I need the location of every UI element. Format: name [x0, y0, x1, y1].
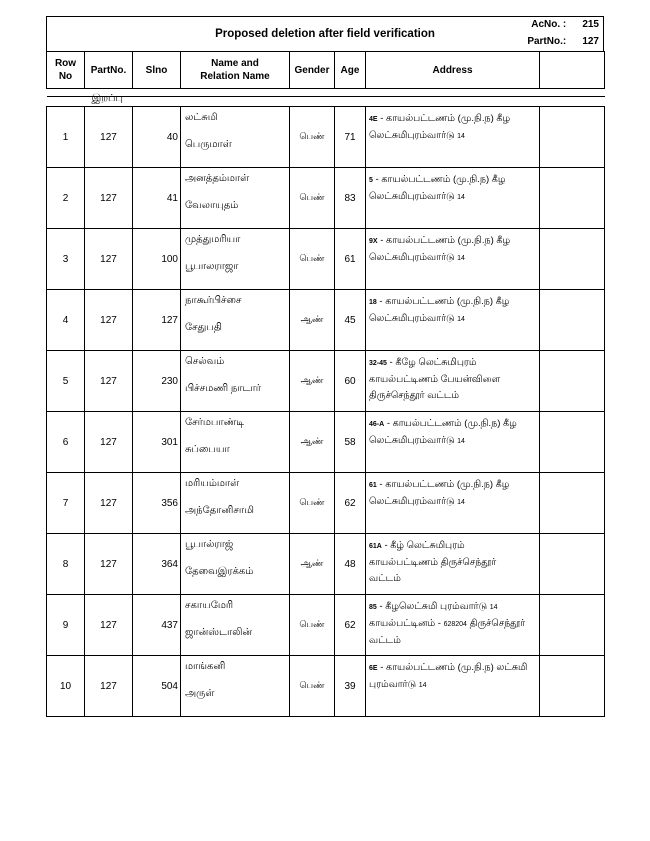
relation-name: அந்தோனிசாமி [185, 505, 254, 516]
col-partno: PartNo. [85, 52, 133, 89]
row-slno: 301 [133, 412, 181, 473]
col-age: Age [335, 52, 366, 89]
row-slno: 437 [133, 595, 181, 656]
address-line-3: வட்டம் [369, 635, 401, 646]
row-slno: 100 [133, 229, 181, 290]
row-age: 71 [335, 107, 366, 168]
row-name-cell [181, 351, 290, 412]
table-row [47, 168, 605, 229]
row-name-cell [181, 290, 290, 351]
row-age: 83 [335, 168, 366, 229]
address-line-1: காயல்பட்டணம் (மு.நி.ந) கீழ [386, 113, 511, 124]
address-code: 9X [369, 238, 378, 245]
row-number: 2 [47, 168, 85, 229]
address-text: 61A - கீழ் லெட்சுமிபுரம் காயல்பட்டிணம் திருச்செந்தூர் வட்டம் [369, 540, 497, 584]
relation-name: பெருமாள் [185, 139, 232, 150]
relation-name: அருள் [185, 688, 215, 699]
col-address: Address [366, 52, 540, 89]
row-blank [540, 534, 605, 595]
row-address [366, 351, 540, 412]
row-gender: ஆண் [290, 351, 335, 412]
sheet-header [46, 16, 604, 51]
address-line-1: காயல்பட்டணம் (மு.நி.ந) லட்சுமி [386, 662, 528, 673]
row-gender: ஆண் [290, 290, 335, 351]
row-address [366, 656, 540, 717]
row-partno: 127 [85, 412, 133, 473]
address-ward: 14 [457, 133, 465, 140]
row-slno: 41 [133, 168, 181, 229]
row-name-cell [181, 534, 290, 595]
address-line-2: காயல்பட்டிணம் பேயன்விளை [369, 374, 501, 385]
row-blank [540, 351, 605, 412]
relation-name: ஜான்ஸ்டாலின் [185, 627, 253, 638]
col-name-line2: Relation Name [200, 71, 270, 82]
row-slno: 230 [133, 351, 181, 412]
row-name-cell [181, 229, 290, 290]
address-text: 6E - காயல்பட்டணம் (மு.நி.ந) லட்சுமி புரம்வார்டு 14 [369, 662, 528, 690]
page-title: Proposed deletion after field verification [215, 28, 435, 40]
table-row [47, 473, 605, 534]
row-blank [540, 473, 605, 534]
address-ward: 14 [457, 316, 465, 323]
address-line-2: புரம்வார்டு [369, 679, 417, 690]
row-slno: 356 [133, 473, 181, 534]
row-age: 61 [335, 229, 366, 290]
row-age: 62 [335, 595, 366, 656]
relation-name: சுப்பையா [185, 444, 230, 455]
address-line-2: லெட்சுமிபுரம்வார்டு [369, 313, 455, 324]
ac-value: 215 [582, 19, 599, 30]
category-row [47, 97, 605, 107]
address-line-1: கீழே லெட்சுமிபுரம் [395, 357, 477, 368]
address-code: 46-A [369, 421, 385, 428]
address-text: 46-A - காயல்பட்டணம் (மு.நி.ந) கீழ லெட்சுமிபுரம்வார்டு 14 [369, 418, 517, 446]
row-number: 6 [47, 412, 85, 473]
relation-name: பூபாலராஜா [185, 261, 239, 272]
address-line-1: காயல்பட்டணம் (மு.நி.ந) கீழ [385, 296, 510, 307]
address-line-2: காயல்பட்டிணம் திருச்செந்தூர் [369, 557, 497, 568]
address-text: 85 - கீழலெட்சுமி புரம்வார்டு 14 காயல்பட்டினம் - 628204 திருச்செந்தூர் வட்டம் [369, 601, 526, 646]
deletion-table [46, 51, 605, 717]
row-blank [540, 290, 605, 351]
row-age: 58 [335, 412, 366, 473]
col-rowno: Row No [47, 52, 85, 89]
address-code: 18 [369, 299, 377, 306]
address-text: 4E - காயல்பட்டணம் (மு.நி.ந) கீழ லெட்சுமிபுரம்வார்டு 14 [369, 113, 511, 141]
address-line-1: காயல்பட்டணம் (மு.நி.ந) கீழ [392, 418, 517, 429]
address-code: 61A [369, 543, 382, 550]
row-partno: 127 [85, 168, 133, 229]
row-address [366, 290, 540, 351]
row-age: 60 [335, 351, 366, 412]
col-blank [540, 52, 605, 89]
row-slno: 364 [133, 534, 181, 595]
row-blank [540, 656, 605, 717]
row-name-cell [181, 656, 290, 717]
row-age: 62 [335, 473, 366, 534]
table-row [47, 229, 605, 290]
row-number: 7 [47, 473, 85, 534]
voter-name: அனத்தம்மாள் [185, 173, 250, 184]
address-line-2: காயல்பட்டினம் - [369, 618, 441, 629]
row-gender: பெண் [290, 473, 335, 534]
address-code: 32-45 [369, 360, 387, 367]
row-blank [540, 168, 605, 229]
address-code: 85 [369, 604, 377, 611]
row-address [366, 412, 540, 473]
address-text: 61 - காயல்பட்டணம் (மு.நி.ந) கீழ லெட்சுமிபுரம்வார்டு 14 [369, 479, 510, 507]
address-line-3: திருச்செந்தூர் வட்டம் [369, 390, 460, 401]
row-partno: 127 [85, 656, 133, 717]
address-ward: 14 [489, 604, 498, 611]
col-name-line1: Name and [211, 58, 259, 69]
row-slno: 504 [133, 656, 181, 717]
row-address [366, 473, 540, 534]
row-number: 5 [47, 351, 85, 412]
address-ward: 14 [457, 438, 465, 445]
address-line-3: வட்டம் [369, 573, 401, 584]
address-code: 5 [369, 177, 373, 184]
voter-name: முத்துமரியா [185, 234, 241, 245]
row-blank [540, 595, 605, 656]
row-age: 39 [335, 656, 366, 717]
voter-name: லட்சுமி [185, 112, 218, 123]
row-blank [540, 412, 605, 473]
address-ward: 14 [457, 499, 465, 506]
address-code: 6E [369, 665, 378, 672]
address-line-2: லெட்சுமிபுரம்வார்டு [369, 130, 455, 141]
address-text: 18 - காயல்பட்டணம் (மு.நி.ந) கீழ லெட்சுமிபுரம்வார்டு 14 [369, 296, 510, 324]
row-number: 3 [47, 229, 85, 290]
address-pincode: 628204 [443, 621, 467, 628]
address-line-1: கீழலெட்சுமி புரம்வார்டு [385, 601, 488, 612]
row-gender: பெண் [290, 168, 335, 229]
row-name-cell [181, 412, 290, 473]
ac-number [531, 19, 599, 30]
row-address [366, 229, 540, 290]
col-gender: Gender [290, 52, 335, 89]
row-name-cell [181, 168, 290, 229]
address-ward: 14 [418, 682, 427, 689]
relation-name: வேலாயுதம் [185, 200, 239, 211]
row-partno: 127 [85, 290, 133, 351]
row-name-cell [181, 595, 290, 656]
voter-name: சகாயமேரி [185, 600, 234, 611]
row-partno: 127 [85, 473, 133, 534]
address-line-2: லெட்சுமிபுரம்வார்டு [369, 435, 455, 446]
row-slno: 40 [133, 107, 181, 168]
table-row [47, 656, 605, 717]
row-partno: 127 [85, 595, 133, 656]
relation-name: தேவைஇரக்கம் [185, 566, 254, 577]
address-line-1: காயல்பட்டணம் (மு.நி.ந) கீழ [381, 174, 506, 185]
voter-name: செல்வம் [185, 356, 225, 367]
part-label: PartNo.: [527, 36, 567, 47]
row-gender: பெண் [290, 595, 335, 656]
table-row [47, 534, 605, 595]
col-slno: Slno [133, 52, 181, 89]
address-text: 32-45 - கீழே லெட்சுமிபுரம் காயல்பட்டிணம் பேயன்விளை திருச்செந்தூர் வட்டம் [369, 357, 501, 401]
voter-deletion-sheet [46, 16, 604, 717]
table-row [47, 412, 605, 473]
address-line-1: காயல்பட்டணம் (மு.நி.ந) கீழ [386, 235, 511, 246]
address-text: 5 - காயல்பட்டணம் (மு.நி.ந) கீழ லெட்சுமிபுரம்வார்டு 14 [369, 174, 506, 202]
row-gender: பெண் [290, 107, 335, 168]
row-partno: 127 [85, 107, 133, 168]
row-partno: 127 [85, 229, 133, 290]
row-name-cell [181, 473, 290, 534]
row-age: 48 [335, 534, 366, 595]
address-text: 9X - காயல்பட்டணம் (மு.நி.ந) கீழ லெட்சுமிபுரம்வார்டு 14 [369, 235, 511, 263]
row-partno: 127 [85, 351, 133, 412]
row-gender: பெண் [290, 656, 335, 717]
row-number: 4 [47, 290, 85, 351]
row-address [366, 595, 540, 656]
address-ward: 14 [457, 194, 465, 201]
row-gender: ஆண் [290, 412, 335, 473]
voter-name: சேர்மபாண்டி [185, 417, 245, 428]
col-name [181, 52, 290, 89]
row-number: 10 [47, 656, 85, 717]
row-number: 8 [47, 534, 85, 595]
row-address [366, 168, 540, 229]
address-ward: 14 [457, 255, 465, 262]
ac-label: AcNo. : [531, 19, 567, 30]
address-code: 61 [369, 482, 377, 489]
address-line-2: லெட்சுமிபுரம்வார்டு [369, 252, 455, 263]
address-line-1: காயல்பட்டணம் (மு.நி.ந) கீழ [385, 479, 510, 490]
address-line-2: லெட்சுமிபுரம்வார்டு [369, 496, 455, 507]
row-number: 9 [47, 595, 85, 656]
row-name-cell [181, 107, 290, 168]
address-line-1: கீழ் லெட்சுமிபுரம் [390, 540, 465, 551]
address-code: 4E [369, 116, 378, 123]
row-partno: 127 [85, 534, 133, 595]
table-row [47, 595, 605, 656]
row-blank [540, 229, 605, 290]
voter-name: மாங்கனி [185, 661, 226, 672]
table-row [47, 107, 605, 168]
row-address [366, 107, 540, 168]
row-gender: பெண் [290, 229, 335, 290]
row-address [366, 534, 540, 595]
table-row [47, 351, 605, 412]
table-row [47, 290, 605, 351]
row-slno: 127 [133, 290, 181, 351]
address-line-2b: திருச்செந்தூர் [469, 618, 526, 629]
spacer-row [47, 89, 605, 97]
header-row [47, 52, 605, 89]
voter-name: மரியம்மாள் [185, 478, 240, 489]
relation-name: பிச்சமணி நாடார் [185, 383, 261, 394]
row-gender: ஆண் [290, 534, 335, 595]
voter-name: பூபால்ராஜ் [185, 539, 234, 550]
row-age: 45 [335, 290, 366, 351]
category-label: இறப்பு [91, 93, 123, 104]
voter-name: நாகூர்பிச்சை [185, 295, 242, 306]
row-blank [540, 107, 605, 168]
part-value: 127 [582, 36, 599, 47]
relation-name: சேதுபதி [185, 322, 222, 333]
row-number: 1 [47, 107, 85, 168]
address-line-2: லெட்சுமிபுரம்வார்டு [369, 191, 455, 202]
part-number [527, 36, 599, 47]
